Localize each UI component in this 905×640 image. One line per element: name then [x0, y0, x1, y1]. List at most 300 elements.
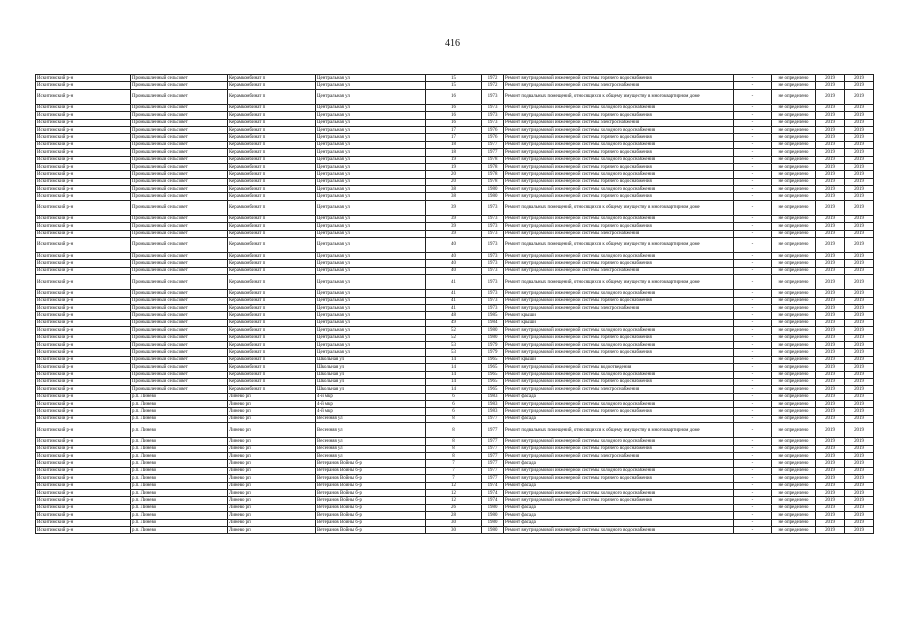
cost-status-cell: не определено [772, 297, 816, 304]
plan-year-start-cell: 2019 [816, 141, 845, 148]
plan-year-start-cell: 2019 [816, 186, 845, 193]
settlement-cell: Керамкомбинат п [228, 267, 316, 274]
district-cell: Искитимский р-н [36, 134, 131, 141]
table-row [36, 497, 874, 504]
plan-year-end-cell: 2019 [845, 408, 874, 415]
district-cell: Искитимский р-н [36, 156, 131, 163]
street-cell: Центральная ул [316, 82, 426, 89]
house-number-cell: 53 [426, 341, 482, 348]
street-cell: Центральная ул [316, 141, 426, 148]
district-cell: Искитимский р-н [36, 378, 131, 385]
work-type-cell: Ремонт внутридомовой инженерной системы электроснабжения [504, 119, 734, 126]
municipality-cell: р.п. Линево [131, 415, 228, 422]
municipality-cell: р.п. Линево [131, 519, 228, 526]
settlement-cell: Линево рп [228, 504, 316, 511]
settlement-cell: Керамкомбинат п [228, 378, 316, 385]
plan-year-end-cell: 2019 [845, 497, 874, 504]
plan-year-end-cell: 2019 [845, 267, 874, 274]
house-number-cell: 52 [426, 334, 482, 341]
municipality-cell: Промышленный сельсовет [131, 223, 228, 230]
district-cell: Искитимский р-н [36, 312, 131, 319]
cost-status-cell: не определено [772, 364, 816, 371]
street-cell: Ветеранов Войны б-р [316, 512, 426, 519]
cost-cell: - [734, 223, 772, 230]
plan-year-start-cell: 2019 [816, 489, 845, 496]
house-number-cell: 20 [426, 178, 482, 185]
work-type-cell: Ремонт внутридомовой инженерной системы холодного водоснабжения [504, 341, 734, 348]
work-type-cell: Ремонт внутридомовой инженерной системы горячего водоснабжения [504, 178, 734, 185]
settlement-cell: Керамкомбинат п [228, 104, 316, 111]
municipality-cell: Промышленный сельсовет [131, 267, 228, 274]
municipality-cell: Промышленный сельсовет [131, 149, 228, 156]
cost-status-cell: не определено [772, 104, 816, 111]
cost-status-cell: не определено [772, 178, 816, 185]
cost-status-cell: не определено [772, 378, 816, 385]
cost-cell: - [734, 149, 772, 156]
street-cell: Ветеранов Войны б-р [316, 504, 426, 511]
plan-year-end-cell: 2019 [845, 334, 874, 341]
table-row [36, 423, 874, 438]
municipality-cell: Промышленный сельсовет [131, 364, 228, 371]
work-type-cell: Ремонт внутридомовой инженерной системы водоотведения [504, 364, 734, 371]
plan-year-start-cell: 2019 [816, 297, 845, 304]
house-number-cell: 19 [426, 156, 482, 163]
cost-cell: - [734, 393, 772, 400]
plan-year-start-cell: 2019 [816, 149, 845, 156]
plan-year-start-cell: 2019 [816, 156, 845, 163]
district-cell: Искитимский р-н [36, 475, 131, 482]
work-type-cell: Ремонт внутридомовой инженерной системы холодного водоснабжения [504, 156, 734, 163]
build-year-cell: 1977 [482, 445, 504, 452]
plan-year-end-cell: 2019 [845, 519, 874, 526]
district-cell: Искитимский р-н [36, 75, 131, 82]
plan-year-end-cell: 2019 [845, 200, 874, 215]
work-type-cell: Ремонт внутридомовой инженерной системы горячего водоснабжения [504, 149, 734, 156]
settlement-cell: Линево рп [228, 438, 316, 445]
cost-status-cell: не определено [772, 423, 816, 438]
work-type-cell: Ремонт внутридомовой инженерной системы холодного водоснабжения [504, 186, 734, 193]
plan-year-end-cell: 2019 [845, 460, 874, 467]
table-row [36, 290, 874, 297]
plan-year-start-cell: 2019 [816, 453, 845, 460]
municipality-cell: Промышленный сельсовет [131, 371, 228, 378]
plan-year-start-cell: 2019 [816, 327, 845, 334]
table-row [36, 119, 874, 126]
build-year-cell: 1978 [482, 163, 504, 170]
settlement-cell: Линево рп [228, 519, 316, 526]
house-number-cell: 18 [426, 141, 482, 148]
plan-year-end-cell: 2019 [845, 253, 874, 260]
settlement-cell: Линево рп [228, 453, 316, 460]
municipality-cell: Промышленный сельсовет [131, 378, 228, 385]
house-number-cell: 7 [426, 460, 482, 467]
district-cell: Искитимский р-н [36, 334, 131, 341]
municipality-cell: р.п. Линево [131, 489, 228, 496]
build-year-cell: 1978 [482, 156, 504, 163]
work-type-cell: Ремонт подвальных помещений, относящихся к общему имуществу в многоквартирном доме [504, 423, 734, 438]
cost-status-cell: не определено [772, 475, 816, 482]
build-year-cell: 1972 [482, 75, 504, 82]
table-row [36, 401, 874, 408]
build-year-cell: 1977 [482, 438, 504, 445]
house-number-cell: 39 [426, 223, 482, 230]
district-cell: Искитимский р-н [36, 89, 131, 104]
settlement-cell: Керамкомбинат п [228, 193, 316, 200]
house-number-cell: 8 [426, 423, 482, 438]
cost-status-cell: не определено [772, 497, 816, 504]
work-type-cell: Ремонт внутридомовой инженерной системы холодного водоснабжения [504, 371, 734, 378]
build-year-cell: 1974 [482, 482, 504, 489]
district-cell: Искитимский р-н [36, 290, 131, 297]
plan-year-start-cell: 2019 [816, 482, 845, 489]
table-row [36, 349, 874, 356]
cost-cell: - [734, 238, 772, 253]
table-row [36, 297, 874, 304]
plan-year-start-cell: 2019 [816, 460, 845, 467]
plan-year-start-cell: 2019 [816, 230, 845, 237]
street-cell: Центральная ул [316, 126, 426, 133]
cost-cell: - [734, 438, 772, 445]
municipality-cell: Промышленный сельсовет [131, 334, 228, 341]
build-year-cell: 1973 [482, 267, 504, 274]
district-cell: Искитимский р-н [36, 489, 131, 496]
table-row [36, 267, 874, 274]
settlement-cell: Керамкомбинат п [228, 75, 316, 82]
plan-year-end-cell: 2019 [845, 438, 874, 445]
district-cell: Искитимский р-н [36, 356, 131, 363]
table-row [36, 460, 874, 467]
municipality-cell: Промышленный сельсовет [131, 193, 228, 200]
cost-status-cell: не определено [772, 371, 816, 378]
work-type-cell: Ремонт внутридомовой инженерной системы холодного водоснабжения [504, 104, 734, 111]
build-year-cell: 1980 [482, 512, 504, 519]
plan-year-start-cell: 2019 [816, 126, 845, 133]
plan-year-start-cell: 2019 [816, 134, 845, 141]
plan-year-end-cell: 2019 [845, 223, 874, 230]
settlement-cell: Керамкомбинат п [228, 371, 316, 378]
settlement-cell: Керамкомбинат п [228, 334, 316, 341]
table-row [36, 156, 874, 163]
table-row [36, 408, 874, 415]
municipality-cell: Промышленный сельсовет [131, 275, 228, 290]
house-number-cell: 7 [426, 467, 482, 474]
street-cell: Ветеранов Войны б-р [316, 526, 426, 533]
build-year-cell: 1973 [482, 223, 504, 230]
cost-cell: - [734, 200, 772, 215]
table-row [36, 193, 874, 200]
cost-status-cell: не определено [772, 134, 816, 141]
settlement-cell: Линево рп [228, 475, 316, 482]
settlement-cell: Керамкомбинат п [228, 312, 316, 319]
plan-year-end-cell: 2019 [845, 275, 874, 290]
settlement-cell: Линево рп [228, 401, 316, 408]
table-row [36, 393, 874, 400]
plan-year-end-cell: 2019 [845, 126, 874, 133]
cost-status-cell: не определено [772, 460, 816, 467]
work-type-cell: Ремонт внутридомовой инженерной системы горячего водоснабжения [504, 134, 734, 141]
build-year-cell: 1983 [482, 408, 504, 415]
cost-cell: - [734, 297, 772, 304]
district-cell: Искитимский р-н [36, 393, 131, 400]
cost-cell: - [734, 467, 772, 474]
plan-year-end-cell: 2019 [845, 304, 874, 311]
cost-status-cell: не определено [772, 312, 816, 319]
municipality-cell: р.п. Линево [131, 475, 228, 482]
plan-year-end-cell: 2019 [845, 297, 874, 304]
build-year-cell: 1979 [482, 349, 504, 356]
street-cell: Центральная ул [316, 267, 426, 274]
work-type-cell: Ремонт внутридомовой инженерной системы электроснабжения [504, 304, 734, 311]
municipality-cell: Промышленный сельсовет [131, 134, 228, 141]
work-type-cell: Ремонт внутридомовой инженерной системы горячего водоснабжения [504, 378, 734, 385]
settlement-cell: Линево рп [228, 512, 316, 519]
table-row [36, 378, 874, 385]
street-cell: Ветеранов Войны б-р [316, 467, 426, 474]
cost-cell: - [734, 319, 772, 326]
plan-year-end-cell: 2019 [845, 260, 874, 267]
cost-cell: - [734, 119, 772, 126]
house-number-cell: 12 [426, 489, 482, 496]
build-year-cell: 1977 [482, 467, 504, 474]
street-cell: Центральная ул [316, 200, 426, 215]
plan-year-start-cell: 2019 [816, 253, 845, 260]
settlement-cell: Керамкомбинат п [228, 297, 316, 304]
table-row [36, 238, 874, 253]
cost-status-cell: не определено [772, 393, 816, 400]
municipality-cell: Промышленный сельсовет [131, 319, 228, 326]
table-row [36, 504, 874, 511]
cost-status-cell: не определено [772, 267, 816, 274]
cost-status-cell: не определено [772, 467, 816, 474]
district-cell: Искитимский р-н [36, 304, 131, 311]
build-year-cell: 1980 [482, 193, 504, 200]
cost-cell: - [734, 215, 772, 222]
settlement-cell: Линево рп [228, 460, 316, 467]
plan-year-end-cell: 2019 [845, 341, 874, 348]
street-cell: Ветеранов Войны б-р [316, 489, 426, 496]
house-number-cell: 49 [426, 319, 482, 326]
plan-year-end-cell: 2019 [845, 401, 874, 408]
table-row [36, 334, 874, 341]
street-cell: Центральная ул [316, 75, 426, 82]
street-cell: Ветеранов Войны б-р [316, 460, 426, 467]
street-cell: Центральная ул [316, 156, 426, 163]
plan-year-start-cell: 2019 [816, 238, 845, 253]
house-number-cell: 28 [426, 512, 482, 519]
house-number-cell: 7 [426, 475, 482, 482]
district-cell: Искитимский р-н [36, 178, 131, 185]
table-row [36, 438, 874, 445]
plan-year-end-cell: 2019 [845, 349, 874, 356]
house-number-cell: 6 [426, 401, 482, 408]
cost-cell: - [734, 141, 772, 148]
build-year-cell: 1983 [482, 393, 504, 400]
settlement-cell: Керамкомбинат п [228, 230, 316, 237]
build-year-cell: 1965 [482, 356, 504, 363]
plan-year-end-cell: 2019 [845, 415, 874, 422]
street-cell: 4-й мкр [316, 408, 426, 415]
municipality-cell: Промышленный сельсовет [131, 119, 228, 126]
street-cell: Ветеранов Войны б-р [316, 519, 426, 526]
cost-cell: - [734, 163, 772, 170]
cost-status-cell: не определено [772, 386, 816, 393]
work-type-cell: Ремонт фасада [504, 460, 734, 467]
plan-year-start-cell: 2019 [816, 290, 845, 297]
cost-cell: - [734, 378, 772, 385]
street-cell: Центральная ул [316, 275, 426, 290]
cost-status-cell: не определено [772, 156, 816, 163]
house-number-cell: 30 [426, 526, 482, 533]
cost-status-cell: не определено [772, 223, 816, 230]
cost-cell: - [734, 497, 772, 504]
work-type-cell: Ремонт фасада [504, 504, 734, 511]
build-year-cell: 1973 [482, 304, 504, 311]
street-cell: 4-й мкр [316, 401, 426, 408]
house-number-cell: 8 [426, 453, 482, 460]
build-year-cell: 1973 [482, 119, 504, 126]
work-type-cell: Ремонт крыши [504, 356, 734, 363]
table-row [36, 253, 874, 260]
district-cell: Искитимский р-н [36, 230, 131, 237]
table-row [36, 171, 874, 178]
cost-status-cell: не определено [772, 260, 816, 267]
house-number-cell: 8 [426, 415, 482, 422]
cost-cell: - [734, 489, 772, 496]
table-row [36, 304, 874, 311]
cost-cell: - [734, 401, 772, 408]
house-number-cell: 15 [426, 75, 482, 82]
work-type-cell: Ремонт внутридомовой инженерной системы электроснабжения [504, 386, 734, 393]
table-row [36, 75, 874, 82]
cost-cell: - [734, 304, 772, 311]
street-cell: Центральная ул [316, 238, 426, 253]
district-cell: Искитимский р-н [36, 497, 131, 504]
plan-year-end-cell: 2019 [845, 82, 874, 89]
table-row [36, 475, 874, 482]
settlement-cell: Линево рп [228, 526, 316, 533]
table-row [36, 163, 874, 170]
settlement-cell: Керамкомбинат п [228, 186, 316, 193]
work-type-cell: Ремонт внутридомовой инженерной системы горячего водоснабжения [504, 75, 734, 82]
table-row [36, 364, 874, 371]
build-year-cell: 1978 [482, 171, 504, 178]
municipality-cell: р.п. Линево [131, 497, 228, 504]
settlement-cell: Линево рп [228, 415, 316, 422]
street-cell: Центральная ул [316, 304, 426, 311]
municipality-cell: Промышленный сельсовет [131, 89, 228, 104]
municipality-cell: Промышленный сельсовет [131, 327, 228, 334]
street-cell: Школьная ул [316, 378, 426, 385]
cost-status-cell: не определено [772, 141, 816, 148]
table-row [36, 275, 874, 290]
plan-year-end-cell: 2019 [845, 141, 874, 148]
district-cell: Искитимский р-н [36, 104, 131, 111]
municipality-cell: р.п. Линево [131, 504, 228, 511]
build-year-cell: 1976 [482, 126, 504, 133]
cost-cell: - [734, 89, 772, 104]
work-type-cell: Ремонт подвальных помещений, относящихся к общему имуществу в многоквартирном доме [504, 89, 734, 104]
street-cell: Весенняя ул [316, 415, 426, 422]
plan-year-start-cell: 2019 [816, 171, 845, 178]
work-type-cell: Ремонт фасада [504, 519, 734, 526]
plan-year-start-cell: 2019 [816, 467, 845, 474]
house-number-cell: 39 [426, 200, 482, 215]
district-cell: Искитимский р-н [36, 453, 131, 460]
settlement-cell: Линево рп [228, 408, 316, 415]
work-type-cell: Ремонт фасада [504, 512, 734, 519]
municipality-cell: Промышленный сельсовет [131, 82, 228, 89]
cost-status-cell: не определено [772, 163, 816, 170]
cost-status-cell: не определено [772, 215, 816, 222]
build-year-cell: 1974 [482, 489, 504, 496]
work-type-cell: Ремонт крыши [504, 319, 734, 326]
municipality-cell: Промышленный сельсовет [131, 290, 228, 297]
district-cell: Искитимский р-н [36, 327, 131, 334]
work-type-cell: Ремонт внутридомовой инженерной системы холодного водоснабжения [504, 327, 734, 334]
table-row [36, 149, 874, 156]
settlement-cell: Керамкомбинат п [228, 126, 316, 133]
municipality-cell: р.п. Линево [131, 408, 228, 415]
municipality-cell: Промышленный сельсовет [131, 171, 228, 178]
cost-cell: - [734, 341, 772, 348]
build-year-cell: 1972 [482, 82, 504, 89]
district-cell: Искитимский р-н [36, 200, 131, 215]
district-cell: Искитимский р-н [36, 119, 131, 126]
street-cell: Центральная ул [316, 349, 426, 356]
cost-status-cell: не определено [772, 445, 816, 452]
work-type-cell: Ремонт внутридомовой инженерной системы холодного водоснабжения [504, 215, 734, 222]
municipality-cell: Промышленный сельсовет [131, 126, 228, 133]
settlement-cell: Керамкомбинат п [228, 149, 316, 156]
plan-year-start-cell: 2019 [816, 371, 845, 378]
cost-status-cell: не определено [772, 89, 816, 104]
street-cell: Центральная ул [316, 215, 426, 222]
settlement-cell: Керамкомбинат п [228, 290, 316, 297]
plan-year-start-cell: 2019 [816, 82, 845, 89]
table-row [36, 512, 874, 519]
plan-year-end-cell: 2019 [845, 171, 874, 178]
build-year-cell: 1973 [482, 290, 504, 297]
plan-year-start-cell: 2019 [816, 386, 845, 393]
cost-cell: - [734, 349, 772, 356]
house-number-cell: 8 [426, 445, 482, 452]
settlement-cell: Керамкомбинат п [228, 141, 316, 148]
street-cell: Центральная ул [316, 312, 426, 319]
house-number-cell: 40 [426, 238, 482, 253]
street-cell: Центральная ул [316, 134, 426, 141]
house-number-cell: 30 [426, 519, 482, 526]
build-year-cell: 1973 [482, 112, 504, 119]
cost-cell: - [734, 504, 772, 511]
table-row [36, 223, 874, 230]
house-number-cell: 41 [426, 297, 482, 304]
municipality-cell: Промышленный сельсовет [131, 141, 228, 148]
settlement-cell: Керамкомбинат п [228, 260, 316, 267]
house-number-cell: 6 [426, 408, 482, 415]
municipality-cell: Промышленный сельсовет [131, 386, 228, 393]
street-cell: Центральная ул [316, 341, 426, 348]
build-year-cell: 1977 [482, 141, 504, 148]
settlement-cell: Керамкомбинат п [228, 386, 316, 393]
street-cell: Весенняя ул [316, 438, 426, 445]
build-year-cell: 1983 [482, 401, 504, 408]
municipality-cell: Промышленный сельсовет [131, 349, 228, 356]
build-year-cell: 1980 [482, 504, 504, 511]
settlement-cell: Линево рп [228, 489, 316, 496]
plan-year-end-cell: 2019 [845, 112, 874, 119]
municipality-cell: Промышленный сельсовет [131, 304, 228, 311]
municipality-cell: Промышленный сельсовет [131, 104, 228, 111]
